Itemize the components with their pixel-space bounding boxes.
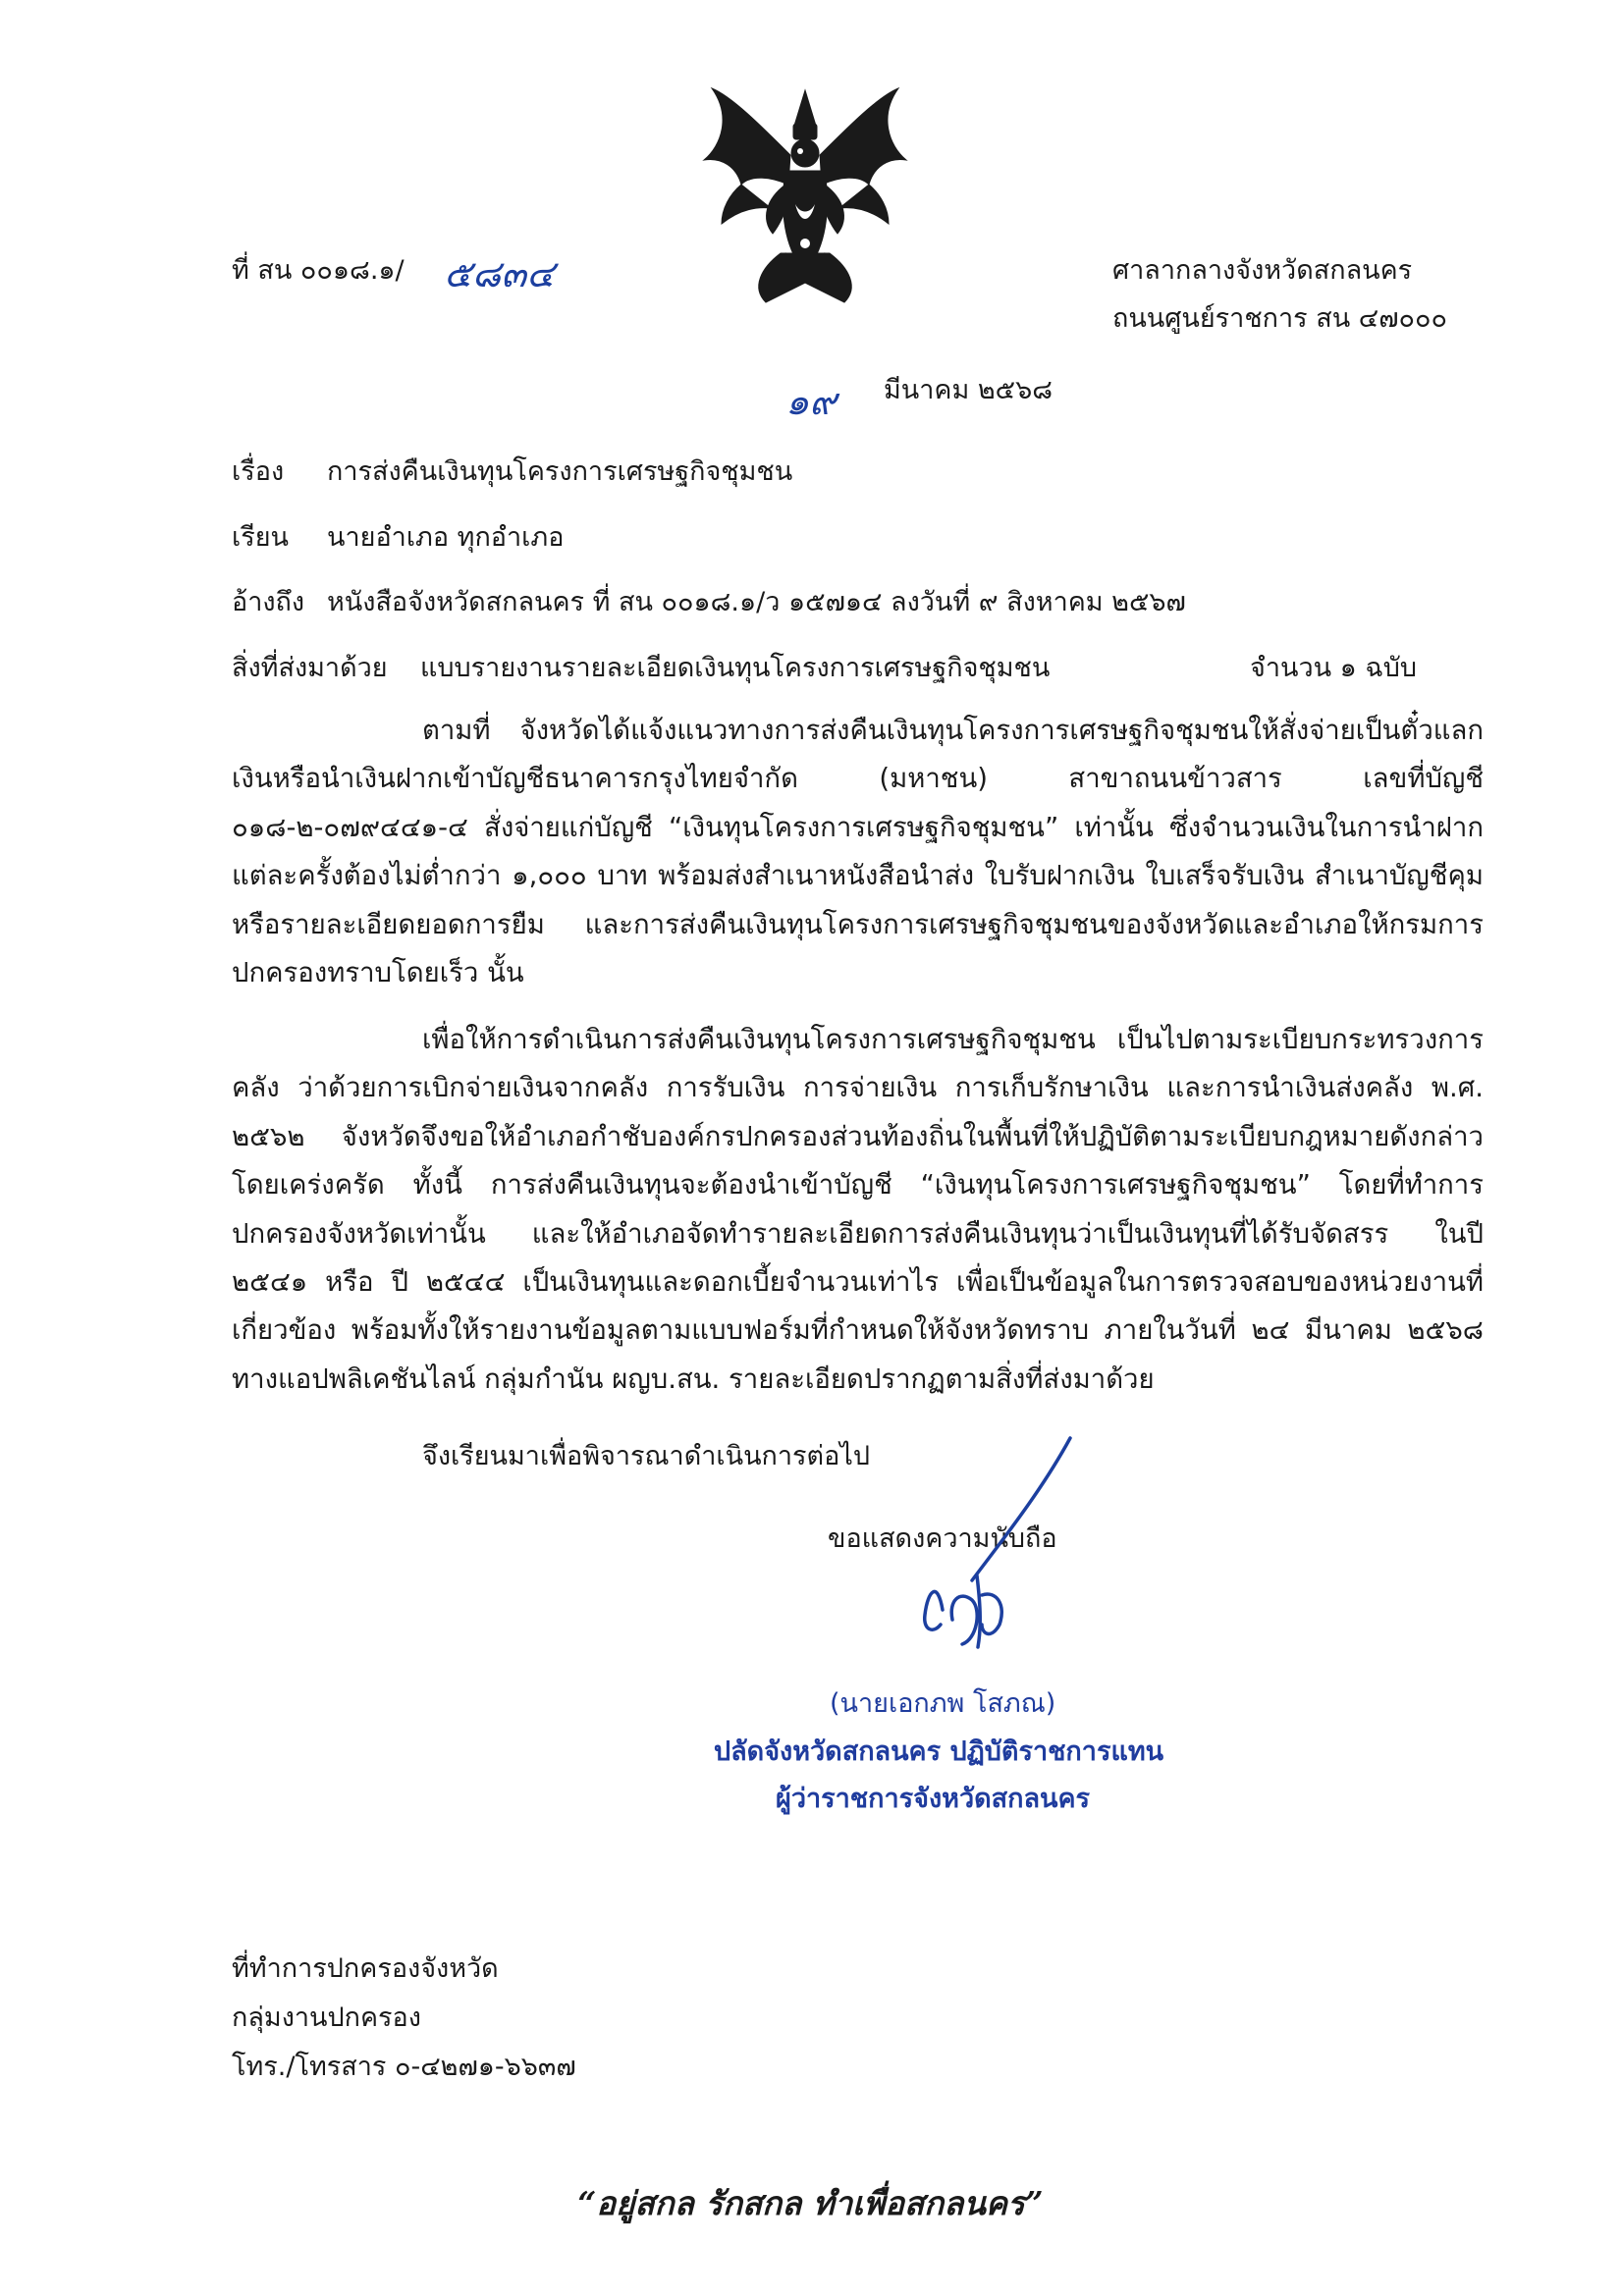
body-paragraph-2 (232, 1016, 1484, 1404)
date-day-handwritten: ๑๙ (785, 380, 837, 423)
date-month-year: มีนาคม ๒๕๖๘ (884, 375, 1054, 405)
enclosure-text: แบบรายงานรายละเอียดเงินทุนโครงการเศรษฐกิจชุมชน (420, 653, 1051, 683)
footer-department: ที่ทำการปกครองจังหวัด (232, 1953, 499, 1984)
enclosure-count: จำนวน ๑ ฉบับ (1250, 653, 1418, 683)
footer-slogan: “อยู่สกล รักสกล ทำเพื่อสกลนคร” (577, 2184, 1044, 2222)
office-address-line2: ถนนศูนย์ราชการ สน ๔๗๐๐๐ (1112, 303, 1447, 334)
reference-label: อ้างถึง (232, 587, 305, 617)
body-paragraph-2-text: เพื่อให้การดำเนินการส่งคืนเงินทุนโครงการเศรษฐกิจชุมชน เป็นไปตามระเบียบกระทรวงการคลัง ว่าด้วยการเบิกจ่ายเงินจากคลัง การรับเงิน การจ่ายเงิน การเก็บรักษาเงิน และการนำเงินส่งคลัง พ.ศ. ๒๕๖๒ จังหวัดจึงขอให้อำเภอกำชับองค์กรปกครองส่วนท้องถิ่นในพื้นที่ให้ปฏิบัติตามระเบียบกฎหมายดังกล่าวโดยเคร่งครัด ทั้งนี้ การส่งคืนเงินทุนจะต้องนำเข้าบัญชี “เงินทุนโครงการเศรษฐกิจชุมชน” โดยที่ทำการปกครองจังหวัดเท่านั้น และให้อำเภอจัดทำรายละเอียดการส่งคืนเงินทุนว่าเป็นเงินทุนที่ได้รับจัดสรร ในปี ๒๕๔๑ หรือ ปี ๒๕๔๔ เป็นเงินทุนและดอกเบี้ยจำนวนเท่าไร เพื่อเป็นข้อมูลในการตรวจสอบของหน่วยงานที่เกี่ยวข้อง พร้อมทั้งให้รายงานข้อมูลตามแบบฟอร์มที่กำหนดให้จังหวัดทราบ ภายในวันที่ ๒๔ มีนาคม ๒๕๖๘ ทางแอปพลิเคชันไลน์ กลุ่มกำนัน ผญบ.สน. รายละเอียดปรากฏตามสิ่งที่ส่งมาด้วย (232, 1024, 1484, 1395)
garuda-emblem-icon (692, 86, 918, 307)
subject-text: การส่งคืนเงินทุนโครงการเศรษฐกิจชุมชน (327, 456, 793, 487)
footer-phone: โทร./โทรสาร ๐-๔๒๗๑-๖๖๓๗ (232, 2052, 576, 2082)
closing-line: จึงเรียนมาเพื่อพิจารณาดำเนินการต่อไป (422, 1441, 871, 1471)
subject-label: เรื่อง (232, 456, 285, 487)
reference-number-label: ที่ สน ๐๐๑๘.๑/ (232, 255, 405, 286)
signatory-position-line1: ปลัดจังหวัดสกลนคร ปฏิบัติราชการแทน (714, 1736, 1164, 1767)
office-address-line1: ศาลากลางจังหวัดสกลนคร (1112, 255, 1413, 286)
footer-section: กลุ่มงานปกครอง (232, 2002, 421, 2033)
signatory-position-line2: ผู้ว่าราชการจังหวัดสกลนคร (776, 1784, 1091, 1814)
reference-number-handwritten: ๕๘๓๔ (444, 252, 555, 295)
body-paragraph-1-text: ตามที่ จังหวัดได้แจ้งแนวทางการส่งคืนเงินทุนโครงการเศรษฐกิจชุมชนให้สั่งจ่ายเป็นตั๋วแลกเงินหรือนำเงินฝากเข้าบัญชีธนาคารกรุงไทยจำกัด (มหาชน) สาขาถนนข้าวสาร เลขที่บัญชี ๐๑๘-๒-๐๗๙๔๔๑-๔ สั่งจ่ายแก่บัญชี “เงินทุนโครงการเศรษฐกิจชุมชน” เท่านั้น ซึ่งจำนวนเงินในการนำฝากแต่ละครั้งต้องไม่ต่ำกว่า ๑,๐๐๐ บาท พร้อมส่งสำเนาหนังสือนำส่ง ใบรับฝากเงิน ใบเสร็จรับเงิน สำเนาบัญชีคุมหรือรายละเอียดยอดการยืม และการส่งคืนเงินทุนโครงการเศรษฐกิจชุมชนของจังหวัดและอำเภอให้กรมการปกครองทราบโดยเร็ว นั้น (232, 715, 1484, 989)
enclosure-label: สิ่งที่ส่งมาด้วย (232, 653, 388, 683)
recipient-label: เรียน (232, 522, 290, 553)
signatory-name: (นายเอกภพ โสภณ) (830, 1688, 1056, 1719)
handwritten-signature (884, 1433, 1080, 1688)
recipient-text: นายอำเภอ ทุกอำเภอ (327, 522, 565, 553)
reference-text: หนังสือจังหวัดสกลนคร ที่ สน ๐๐๑๘.๑/ว ๑๕๗๑๔ ลงวันที่ ๙ สิงหาคม ๒๕๖๗ (327, 587, 1186, 617)
body-paragraph-1 (232, 707, 1484, 997)
regards-text: ขอแสดงความนับถือ (828, 1523, 1057, 1554)
